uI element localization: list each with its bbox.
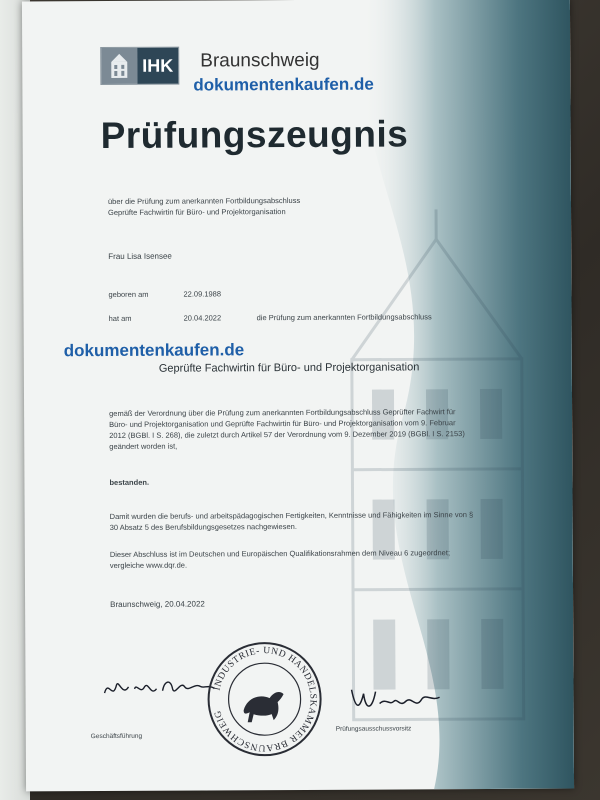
passed-text: die Prüfung zum anerkannten Fortbildungsabschluss	[256, 312, 432, 323]
qualification-title: Geprüfte Fachwirtin für Büro- und Projektorganisation	[158, 361, 420, 375]
seal-text: INDUSTRIE- UND HANDELSKAMMER BRAUNSCHWEIG	[212, 646, 318, 753]
document-title: Prüfungszeugnis	[100, 113, 409, 157]
competence-text: Damit wurden die berufs- und arbeitspädagogischen Fertigkeiten, Kenntnisse und Fähigkeiten im Sinne von § 30 Absatz 5 des Berufsbildungsgesetzes nachgewiesen.	[109, 510, 474, 532]
passed-label: hat am	[108, 313, 132, 323]
official-seal	[205, 640, 324, 759]
town-hall-watermark	[321, 209, 554, 730]
ihk-mark: IHK	[137, 48, 178, 84]
watermark-url-top: dokumentenkaufen.de	[193, 74, 374, 95]
issuer-city: Braunschweig	[200, 49, 320, 72]
result-text: bestanden.	[109, 477, 150, 487]
dqr-text: Dieser Abschluss ist im Deutschen und Europäischen Qualifikationsrahmen dem Niveau 6 zugeordnet; vergleiche www.dqr.de.	[109, 548, 451, 570]
born-label: geboren am	[108, 289, 149, 299]
watermark-url-middle: dokumentenkaufen.de	[63, 340, 245, 361]
regulation-text: gemäß der Verordnung über die Prüfung zum anerkannten Fortbildungsabschluss Geprüfter Fachwirt für Büro- und Projektorganisation und Geprüfte Fachwirtin für Büro- und Projektorganisation vom 9. Februar 2012 (BGBl. I S. 268), die zuletzt durch Artikel 57 der Verordnung vom 9. Dezember 2019 (BGBl. I S. 2153) geändert worden ist,	[109, 407, 465, 451]
intro-line-1: über die Prüfung zum anerkannten Fortbildungsabschluss	[107, 195, 301, 206]
signature-left-label: Geschäftsführung	[90, 732, 143, 741]
horse-emblem-icon	[244, 692, 284, 722]
born-date: 22.09.1988	[183, 289, 222, 299]
place-date: Braunschweig, 20.04.2022	[110, 599, 205, 609]
ihk-logo	[100, 47, 320, 85]
building-emblem-icon	[101, 48, 137, 84]
signature-right-label: Prüfungsausschussvorsitz	[335, 725, 412, 733]
signature-right	[345, 679, 445, 720]
candidate-name: Frau Lisa Isensee	[108, 251, 172, 261]
intro-line-2: Geprüfte Fachwirtin für Büro- und Projektorganisation	[108, 207, 286, 217]
certificate-paper	[22, 0, 574, 791]
passed-date: 20.04.2022	[183, 313, 222, 323]
signature-left	[100, 670, 220, 706]
